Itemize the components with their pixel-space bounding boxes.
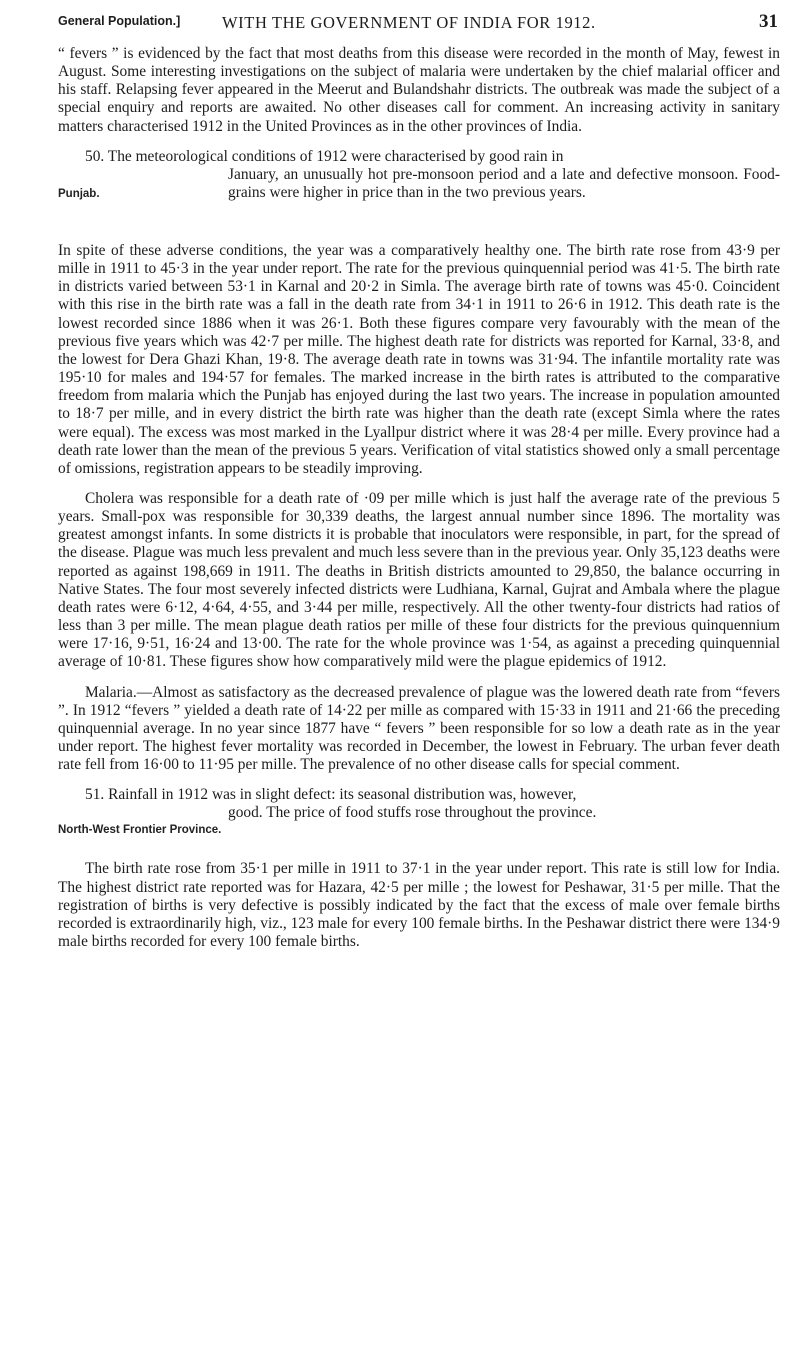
paragraph-fevers-continued: “ fevers ” is evidenced by the fact that most deaths from this disease were recorded in the month of May, fewest in August. Some interesting investigations on the subject of malaria were undertaken by the chief malarial officer and his staff. Relapsing fever appeared in the Meerut and Bulandshahr districts. The outbreak was made the subject of a special enquiry and reports are awaited. No other diseases call for comment. An increasing activity in sanitary matters characterised 1912 in the United Provinces as in the other provinces of India. (58, 45, 780, 135)
page-number: 31 (759, 11, 778, 32)
body-text (58, 45, 780, 951)
paragraph-50-side-text: January, an unusually hot pre-monsoon period and a late and defective monsoon. Food-grains were higher in price than in the two previous years. (228, 165, 780, 202)
nwfp-block (58, 804, 780, 854)
paragraph-51-lead: 51. Rainfall in 1912 was in slight defect: its seasonal distribution was, however, (85, 786, 577, 804)
page-header (58, 8, 778, 30)
running-head-section: General Population.] (58, 14, 181, 28)
paragraph-malaria: Malaria.—Almost as satisfactory as the decreased prevalence of plague was the lowered death rate from “fevers ”. In 1912 “fevers ” yielded a death rate of 14·22 per mille as compared with 15·33 in 1911 and 21·66 the preceding quinquennial average. In no year since 1877 have “ fevers ” been responsible for so low a death rate as in the year under report. The highest fever mortality was recorded in December, the lowest in February. The urban fever death rate fell from 16·00 to 11·95 per mille. The prevalence of no other disease calls for special comment. (58, 683, 780, 774)
paragraph-birth-rate-nwfp: The birth rate rose from 35·1 per mille in 1911 to 37·1 in the year under report. This rate is still low for India. The highest district rate reported was for Hazara, 42·5 per mille ; the lowest for Peshawar, 31·5 per mille. That the registration of births is very defective is possibly indicated by the fact that the excess of male over female births recorded is extraordinarily high, viz., 123 male for every 100 female births. In the Peshawar district there were 134·9 male births recorded for every 100 female births. (58, 860, 780, 951)
paragraph-51-side-text: good. The price of food stuffs rose throughout the province. (228, 804, 597, 822)
running-head-title: WITH THE GOVERNMENT OF INDIA FOR 1912. (222, 13, 596, 32)
paragraph-50-rest: In spite of these adverse conditions, the year was a comparatively healthy one. The birth rate rose from 43·9 per mille in 1911 to 45·3 in the year under report. The rate for the previous quinquennial period was 41·5. The birth rate in districts varied between 53·1 in Karnal and 20·2 in Simla. The average birth rate of towns was 45·0. Coincident with this rise in the birth rate was a fall in the death rate from 34·1 in 1911 to 26·6 in 1912. This death rate is the lowest recorded since 1886 when it was 26·1. Both these figures compare very favourably with the mean of the previous five years which was 42·7 per mille. The highest death rate for districts was reported for Karnal, 33·8, and the lowest for Dera Ghazi Khan, 19·8. The average death rate in towns was 31·94. The infantile mortality rate was 195·10 for males and 194·57 for females. The marked increase in the birth rates is attributed to the comparative freedom from malaria which the Punjab has enjoyed during the last two years. The increase in population amounted to 18·7 per mille, and in every district the birth rate was higher than the death rate (except Simla where the rates were equal). The excess was most marked in the Lyallpur district where it was 28·4 per mille. Every province had a death rate lower than the mean of the previous 5 years. Verification of vital statistics showed only a small percentage of omissions, registration appears to be steadily improving. (58, 241, 780, 477)
punjab-block (58, 166, 780, 242)
sidenote-punjab: Punjab. (58, 187, 100, 200)
paragraph-50-lead: 50. The meteorological conditions of 1912 were characterised by good rain in (85, 147, 564, 165)
sidenote-north-west-frontier: North-West Frontier Province. (58, 824, 222, 837)
paragraph-cholera: Cholera was responsible for a death rate of ·09 per mille which is just half the average rate of the previous 5 years. Small-pox was responsible for 30,339 deaths, the largest annual number since 1896. The mortality was greatest amongst infants. In some districts it is probable that inoculators were responsible, in part, for the spread of the disease. Plague was much less prevalent and much less severe than in the previous year. Only 35,123 deaths were reported as against 198,669 in 1911. The deaths in British districts amounted to 29,850, the balance occurring in Native States. The four most severely infected districts were Ludhiana, Karnal, Gujrat and Ambala where the plague death rates were 6·12, 4·64, 4·55, and 3·44 per mille, respectively. All the other twenty-four districts had ratios of less than 3 per mille. The mean plague death ratios per mille of these four districts for the previous quinquennium were 17·16, 9·51, 16·24 and 13·00. The rate for the whole province was 1·54, as against a preceding quinquennial average of 10·81. These figures show how comparatively mild were the plague epidemics of 1912. (58, 489, 780, 671)
